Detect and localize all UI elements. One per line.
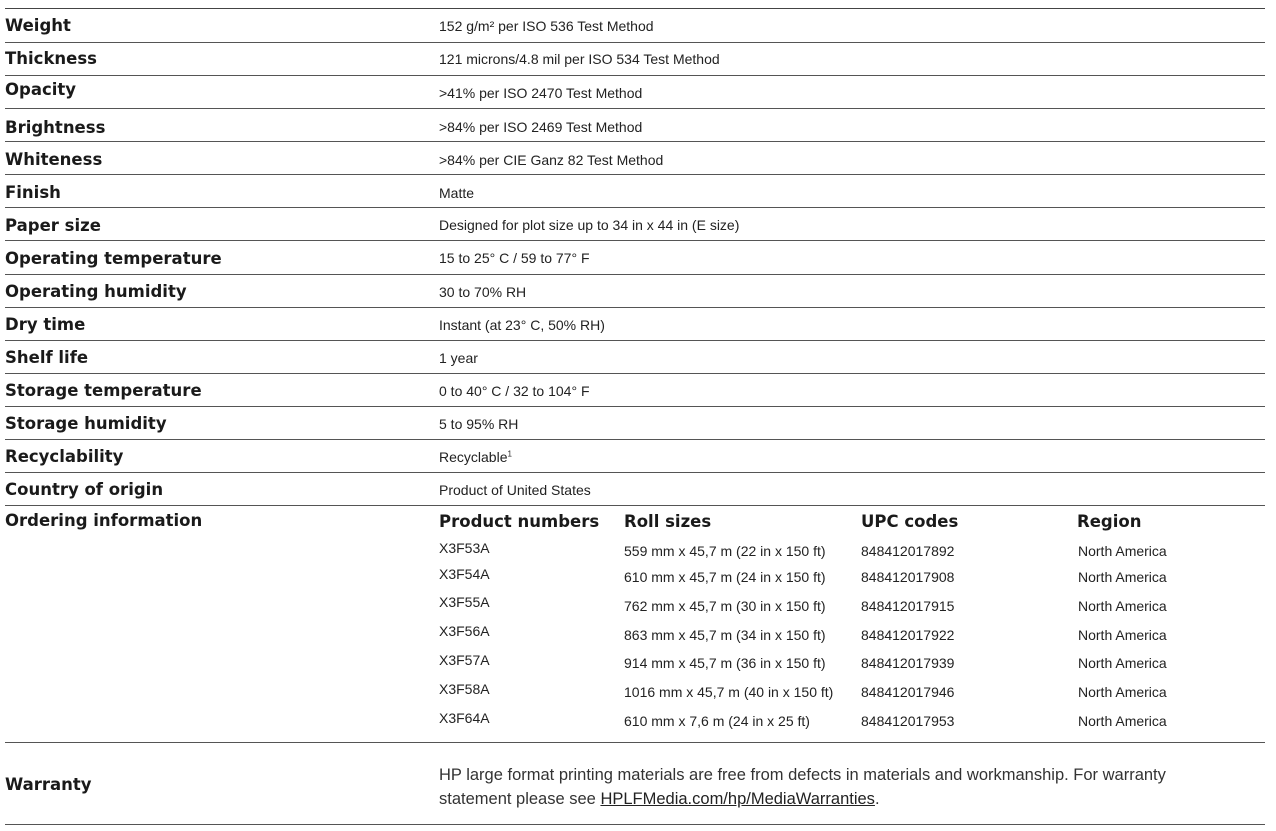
spec-label: Thickness [5, 49, 97, 68]
divider [5, 8, 1265, 9]
region: North America [1078, 627, 1167, 643]
spec-value [439, 447, 512, 467]
column-header-product: Product numbers [439, 512, 600, 531]
spec-label: Operating temperature [5, 249, 222, 268]
divider [5, 240, 1265, 241]
spec-value: 15 to 25° C / 59 to 77° F [439, 250, 590, 266]
region: North America [1078, 713, 1167, 729]
region: North America [1078, 543, 1167, 559]
spec-label: Recyclability [5, 447, 124, 466]
spec-label: Weight [5, 16, 71, 35]
upc-code: 848412017939 [861, 655, 955, 671]
warranty-statement: HP large format printing materials are free from defects in materials and workmanship. For warranty statement please see [439, 766, 1166, 808]
roll-size: 762 mm x 45,7 m (30 in x 150 ft) [624, 598, 826, 614]
divider [5, 174, 1265, 175]
roll-size: 610 mm x 7,6 m (24 in x 25 ft) [624, 713, 810, 729]
recyclable-text: Recyclable [439, 449, 508, 465]
divider [5, 439, 1265, 440]
divider [5, 75, 1265, 76]
divider [5, 307, 1265, 308]
spec-label: Storage humidity [5, 414, 167, 433]
spec-label: Storage temperature [5, 381, 202, 400]
warranty-period: . [874, 790, 880, 808]
spec-value: Instant (at 23° C, 50% RH) [439, 317, 605, 333]
spec-label: Finish [5, 183, 61, 202]
divider [5, 207, 1265, 208]
column-header-upc: UPC codes [861, 512, 959, 531]
spec-value: 152 g/m² per ISO 536 Test Method [439, 18, 654, 34]
spec-value: 0 to 40° C / 32 to 104° F [439, 383, 590, 399]
product-number: X3F58A [439, 681, 490, 697]
warranty-text [439, 763, 1239, 811]
divider [5, 472, 1265, 473]
roll-size: 863 mm x 45,7 m (34 in x 150 ft) [624, 627, 826, 643]
spec-label: Whiteness [5, 150, 103, 169]
spec-value: 5 to 95% RH [439, 416, 519, 432]
roll-size: 914 mm x 45,7 m (36 in x 150 ft) [624, 655, 826, 671]
spec-value: Matte [439, 185, 475, 201]
warranty-label: Warranty [5, 775, 92, 794]
divider [5, 108, 1265, 109]
upc-code: 848412017892 [861, 543, 955, 559]
spec-label: Paper size [5, 216, 101, 235]
spec-label: Dry time [5, 315, 86, 334]
spec-label: Opacity [5, 80, 77, 99]
warranty-link[interactable]: HPLFMedia.com/hp/MediaWarranties [600, 790, 875, 808]
product-number: X3F56A [439, 623, 490, 639]
roll-size: 1016 mm x 45,7 m (40 in x 150 ft) [624, 684, 834, 700]
spec-label: Shelf life [5, 348, 89, 367]
spec-value: >84% per ISO 2469 Test Method [439, 119, 643, 135]
upc-code: 848412017922 [861, 627, 955, 643]
divider [5, 373, 1265, 374]
divider [5, 742, 1265, 743]
spec-value: Product of United States [439, 482, 591, 498]
product-number: X3F53A [439, 540, 490, 556]
region: North America [1078, 569, 1167, 585]
product-number: X3F54A [439, 566, 490, 582]
spec-value: >41% per ISO 2470 Test Method [439, 85, 643, 101]
spec-value: 30 to 70% RH [439, 284, 527, 300]
upc-code: 848412017946 [861, 684, 955, 700]
spec-value: Designed for plot size up to 34 in x 44 in (E size) [439, 217, 740, 233]
column-header-region: Region [1077, 512, 1142, 531]
divider [5, 505, 1265, 506]
spec-value: 1 year [439, 350, 478, 366]
spec-label: Country of origin [5, 480, 164, 499]
upc-code: 848412017915 [861, 598, 955, 614]
divider [5, 824, 1265, 825]
product-number: X3F64A [439, 710, 490, 726]
spec-value: >84% per CIE Ganz 82 Test Method [439, 152, 664, 168]
upc-code: 848412017953 [861, 713, 955, 729]
divider [5, 42, 1265, 43]
divider [5, 406, 1265, 407]
column-header-roll: Roll sizes [624, 512, 712, 531]
spec-label: Brightness [5, 118, 106, 137]
spec-label: Operating humidity [5, 282, 187, 301]
spec-value: 121 microns/4.8 mil per ISO 534 Test Method [439, 51, 720, 67]
footnote-marker: 1 [507, 449, 512, 459]
roll-size: 610 mm x 45,7 m (24 in x 150 ft) [624, 569, 826, 585]
roll-size: 559 mm x 45,7 m (22 in x 150 ft) [624, 543, 826, 559]
divider [5, 340, 1265, 341]
divider [5, 274, 1265, 275]
upc-code: 848412017908 [861, 569, 955, 585]
product-number: X3F57A [439, 652, 490, 668]
ordering-label: Ordering information [5, 511, 203, 530]
region: North America [1078, 598, 1167, 614]
divider [5, 141, 1265, 142]
region: North America [1078, 684, 1167, 700]
region: North America [1078, 655, 1167, 671]
product-number: X3F55A [439, 594, 490, 610]
